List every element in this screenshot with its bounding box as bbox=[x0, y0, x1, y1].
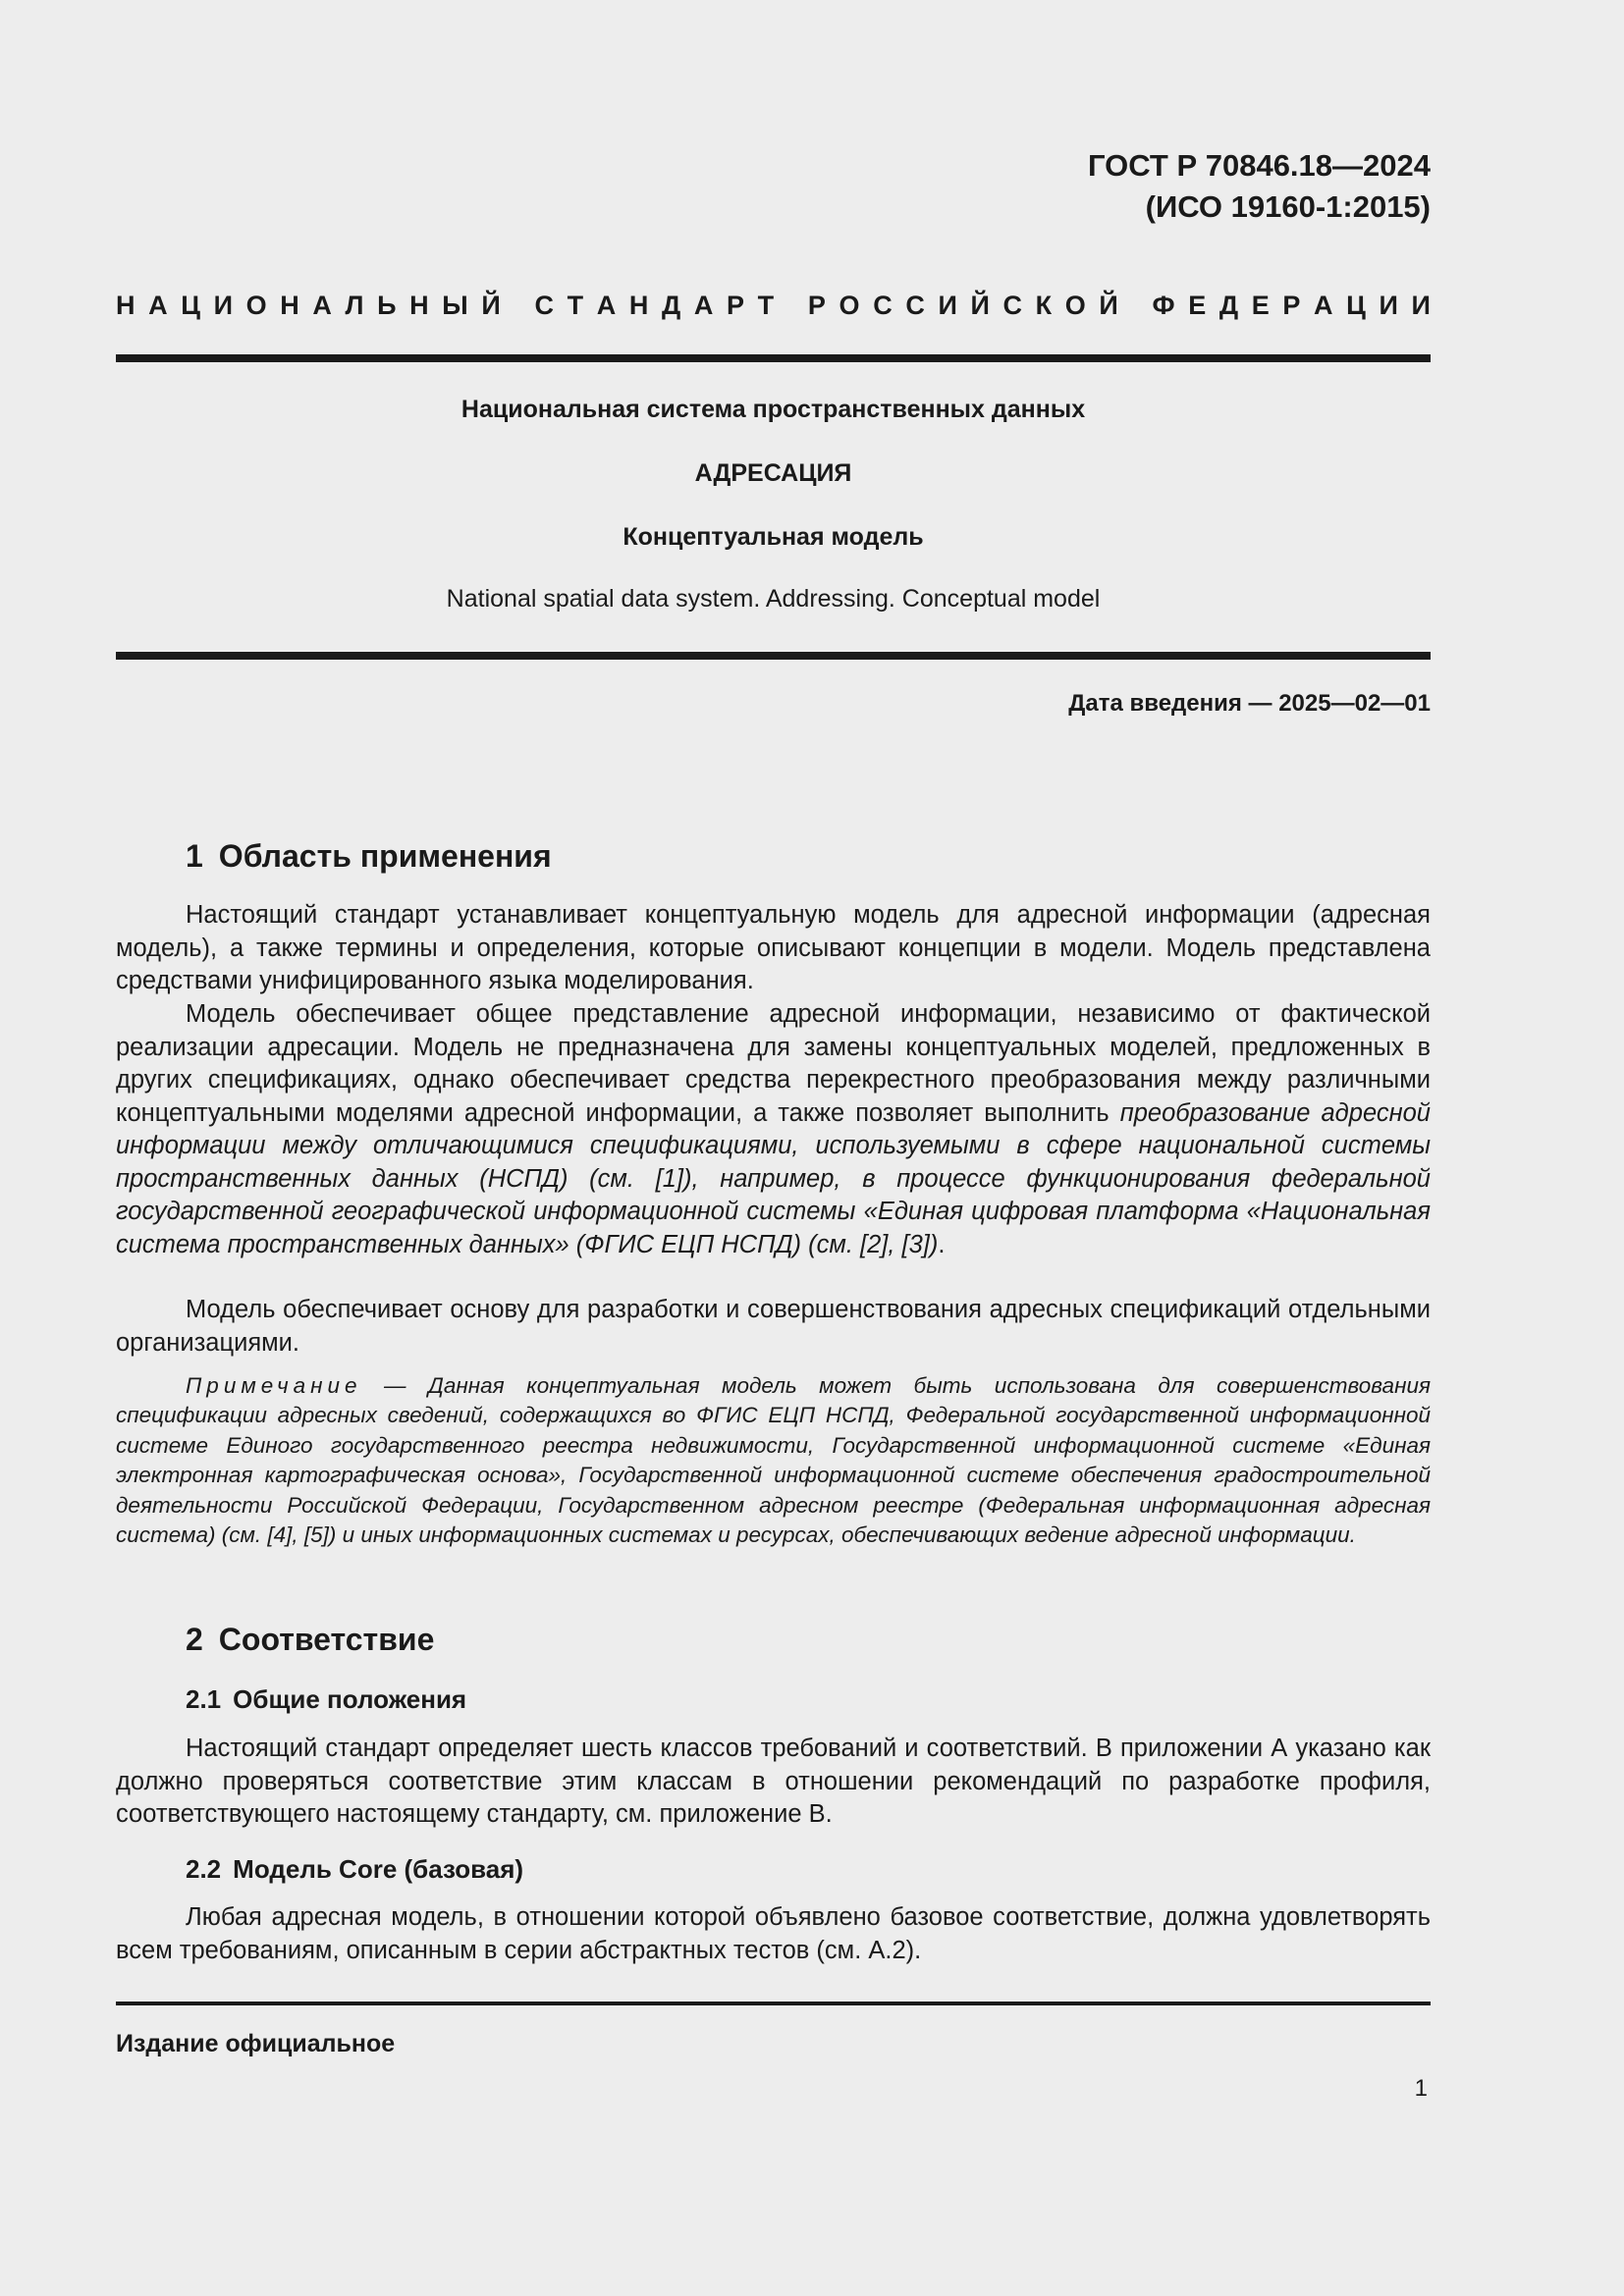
document-number-iso: (ИСО 19160-1:2015) bbox=[1145, 189, 1431, 224]
title-main: АДРЕСАЦИЯ bbox=[694, 459, 852, 487]
section-1-number: 1 bbox=[186, 838, 203, 874]
section-1-heading bbox=[186, 838, 552, 875]
section-2-title: Соответствие bbox=[218, 1622, 435, 1657]
subsection-2-1-heading bbox=[186, 1684, 466, 1715]
document-number-gost: ГОСТ Р 70846.18—2024 bbox=[1088, 148, 1431, 183]
section-2-heading bbox=[186, 1622, 434, 1658]
footer-rule bbox=[116, 2002, 1431, 2005]
section-2-number: 2 bbox=[186, 1622, 203, 1657]
section-1-paragraph-2-end: . bbox=[938, 1230, 946, 1258]
title-system: Национальная система пространственных данных bbox=[460, 396, 1086, 423]
section-1-paragraph-2 bbox=[116, 998, 1431, 1261]
subsection-2-1-title: Общие положения bbox=[233, 1684, 467, 1714]
title-english: National spatial data system. Addressing. Conceptual model bbox=[446, 585, 1101, 613]
subsection-2-1-paragraph: Настоящий стандарт определяет шесть классов требований и соответствий. В приложении А указано как должно проверяться соответствие этим классам в отношении рекомендаций по разработке профиля, соответствующего настоящему стандарту, см. приложение В. bbox=[116, 1735, 1431, 1828]
section-1-paragraph-3: Модель обеспечивает основу для разработки и совершенствования адресных спецификаций отдельными организациями. bbox=[116, 1296, 1431, 1357]
note-text: — Данная концептуальная модель может быть использована для совершенствования спецификации адресных сведений, содержащихся во ФГИС ЕЦП НСПД, Федеральной государственной информационной системе Единого государственного реестра недвижимости, Государственной информационной системе «Единая электронная картографическая основа», Государственной информационной системе обеспечения градостроительной деятельности Российской Федерации, Государственном адресном реестре (Федеральная информационная адресная система) (см. [4], [5]) и иных информационных системах и ресурсах, обеспечивающих ведение адресной информации. bbox=[116, 1373, 1431, 1548]
subsection-2-1-number: 2.1 bbox=[186, 1684, 222, 1714]
subsection-2-2-number: 2.2 bbox=[186, 1854, 222, 1884]
subsection-2-2-paragraph: Любая адресная модель, в отношении которой объявлено базовое соответствие, должна удовлетворять всем требованиям, описанным в серии абстрактных тестов (см. А.2). bbox=[116, 1903, 1431, 1964]
section-1-paragraph-2-text: Модель обеспечивает общее представление адресной информации, независимо от фактической реализации адресации. Модель не предназначена для замены концептуальных моделей, предложенных в других спецификациях, однако обеспечивает средства перекрестного преобразования между различными концептуальными моделями адресной информации, а также позволяет выполнить bbox=[116, 1000, 1431, 1127]
note-label: Примечание bbox=[186, 1373, 362, 1398]
title-subtitle: Концептуальная модель bbox=[623, 523, 924, 551]
national-standard-heading: Н А Ц И О Н А Л Ь Н Ы Й С Т А Н Д А Р Т Р О С С И Й С К О Й Ф Е Д Е Р А Ц И И bbox=[116, 291, 1431, 320]
subsection-2-2-title: Модель Core (базовая) bbox=[233, 1854, 524, 1884]
subsection-2-2-heading bbox=[186, 1854, 523, 1885]
page-number: 1 bbox=[1414, 2075, 1428, 2102]
document-number bbox=[1088, 145, 1431, 228]
section-1-paragraph-1: Настоящий стандарт устанавливает концептуальную модель для адресной информации (адресная модель), а также термины и определения, которые описывают концепции в модели. Модель представлена средствами унифицированного языка моделирования. bbox=[116, 901, 1431, 994]
section-1-paragraph-2-italic: преобразование адресной информации между отличающимися спецификациями, используемыми в сфере национальной системы пространственных данных (НСПД) (см. [1]), например, в процессе функционирования федеральной государственной географической информационной системы «Единая цифровая платформа «Национальная система пространственных данных» (ФГИС ЕЦП НСПД) (см. [2], [3]) bbox=[116, 1098, 1431, 1258]
header-bottom-rule bbox=[116, 652, 1431, 660]
official-edition-label: Издание официальное bbox=[116, 2030, 396, 2057]
header-top-rule bbox=[116, 354, 1431, 362]
effective-date: Дата введения — 2025—02—01 bbox=[1068, 690, 1431, 717]
section-1-note bbox=[116, 1371, 1431, 1550]
section-1-title: Область применения bbox=[218, 838, 552, 874]
